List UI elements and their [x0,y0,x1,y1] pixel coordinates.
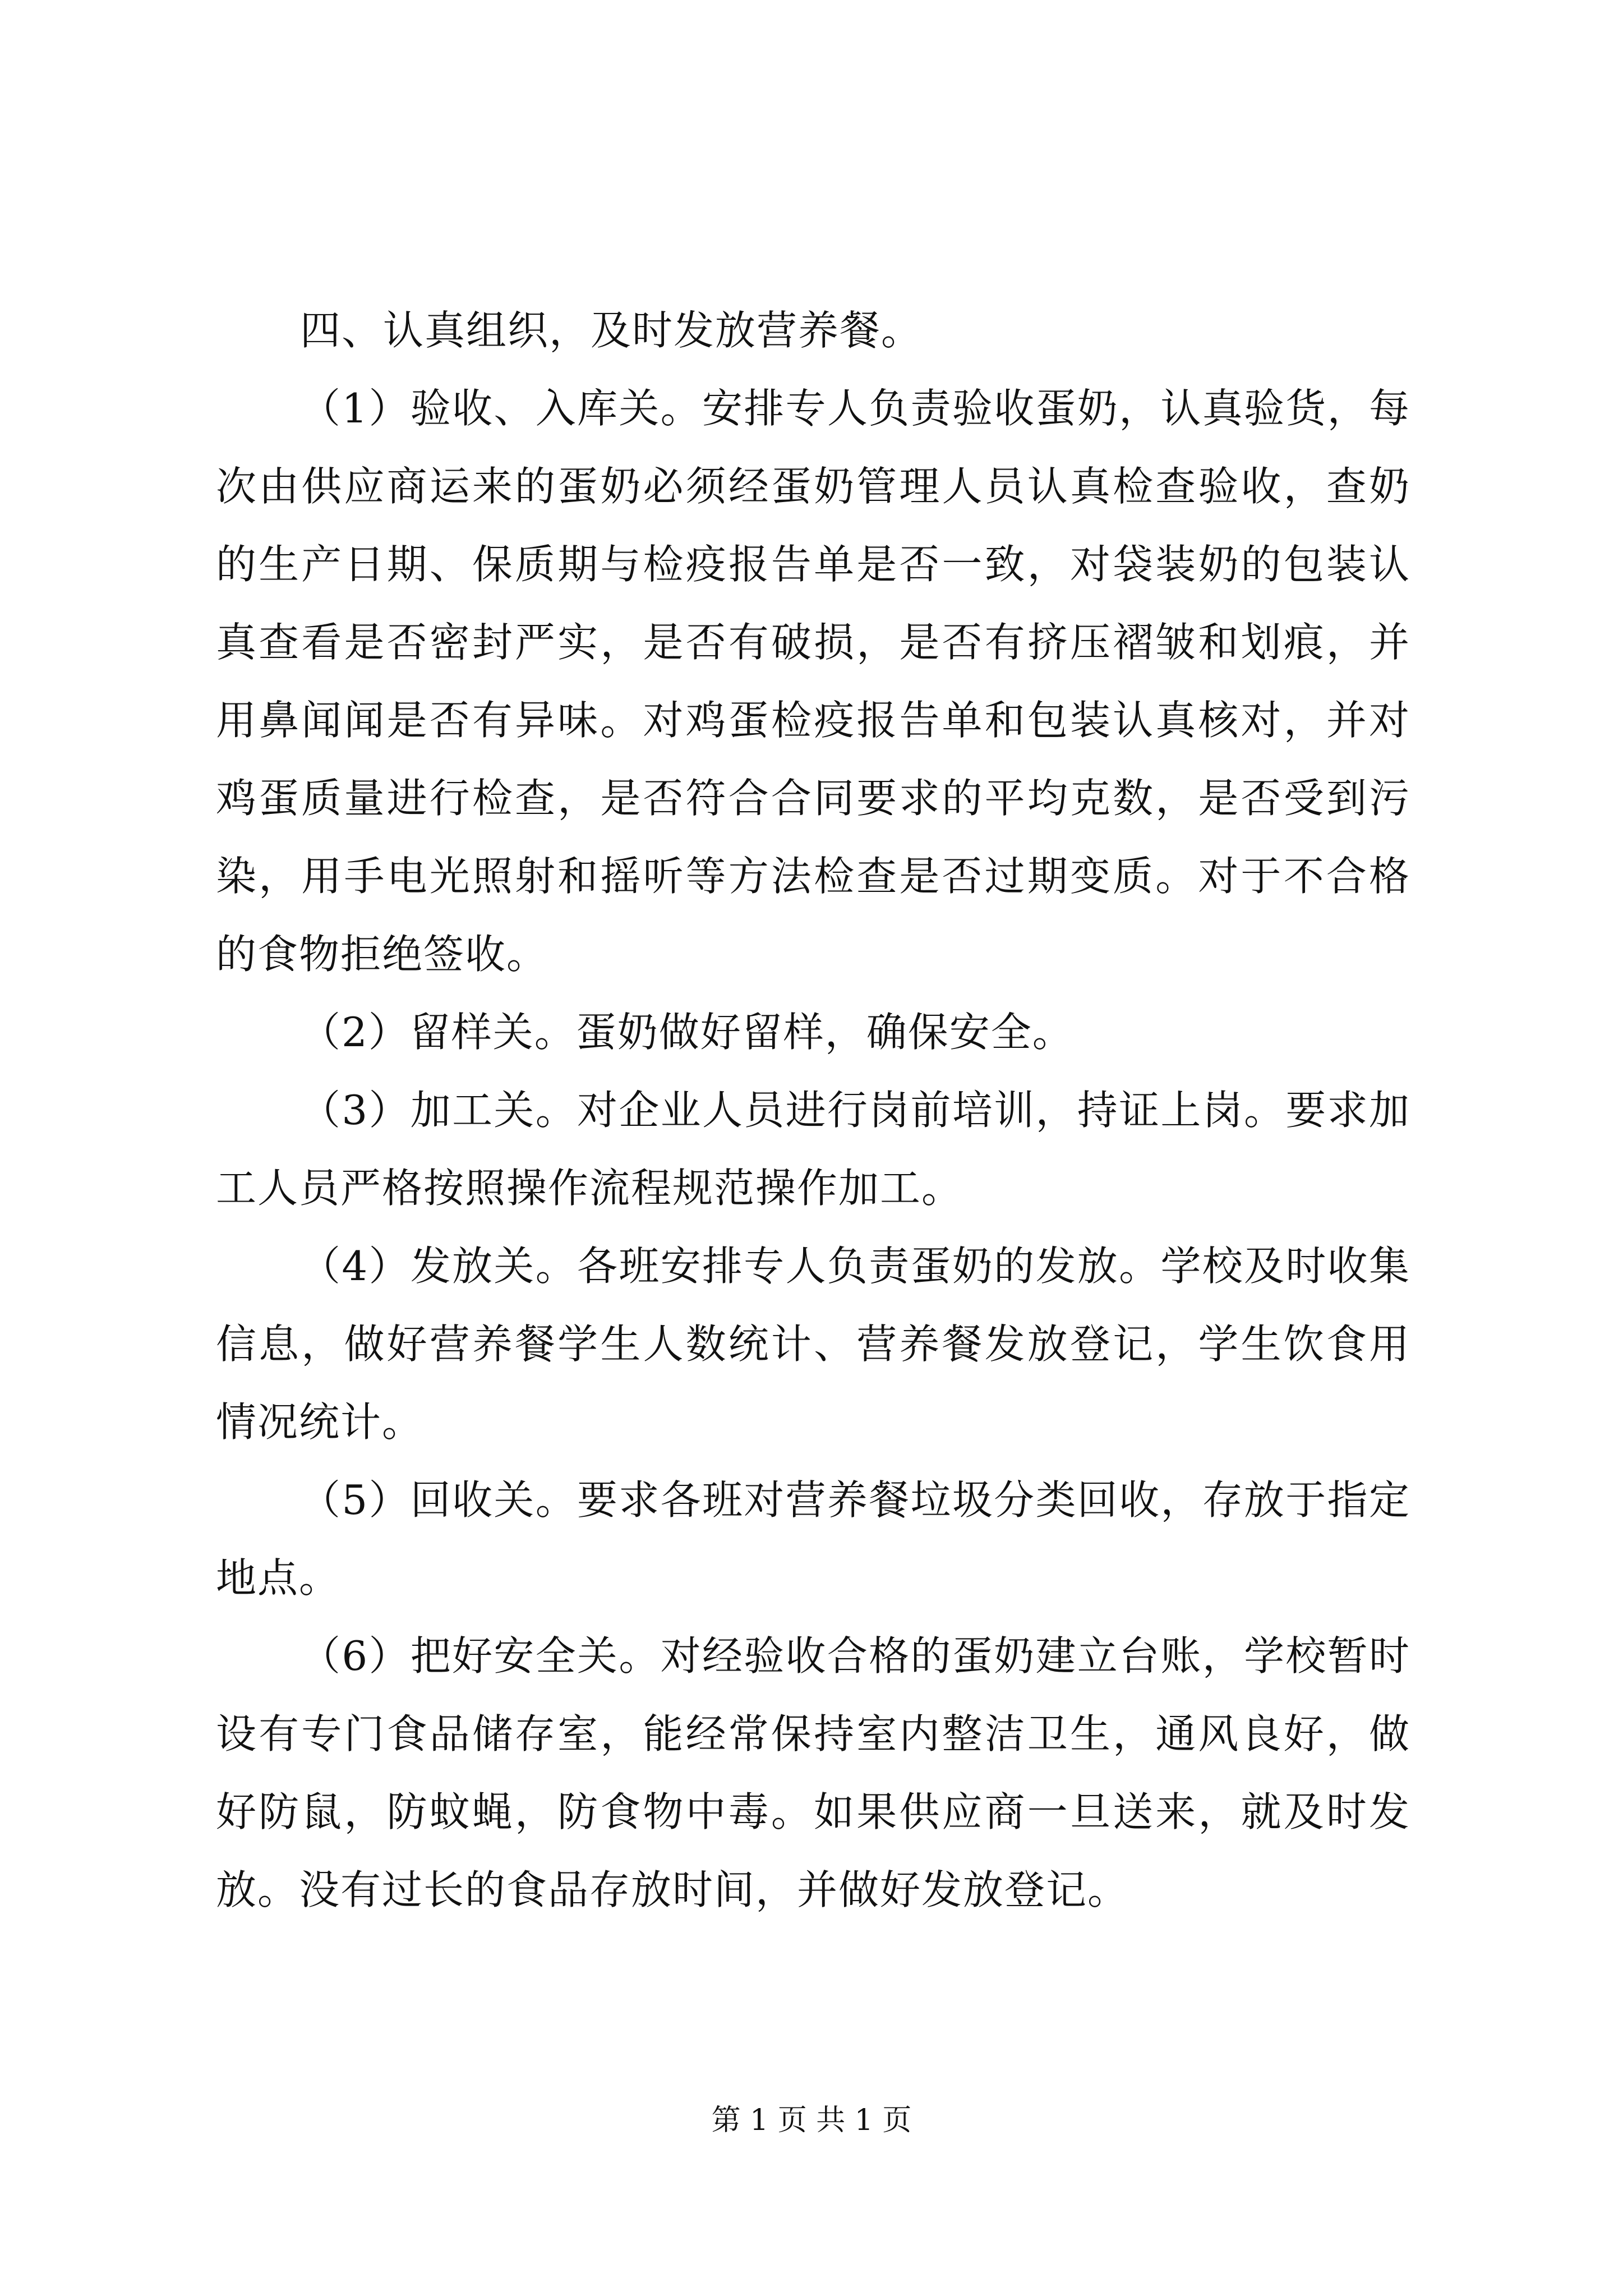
document-body [216,292,1410,1929]
paragraph-recycling: （5）回收关。要求各班对营养餐垃圾分类回收，存放于指定地点。 [216,1476,1410,1602]
paragraph-acceptance: （1）验收、入库关。安排专人负责验收蛋奶，认真验货，每次由供应商运来的蛋奶必须经蛋奶管理人员认真检查验收，查奶的生产日期、保质期与检疫报告单是否一致，对袋装奶的包装认真查看是否密封严实，是否有破损，是否有挤压褶皱和划痕，并用鼻闻闻是否有异味。对鸡蛋检疫报告单和包装认真核对，并对鸡蛋质量进行检查，是否符合合同要求的平均克数，是否受到污染，用手电光照射和摇听等方法检查是否过期变质。对于不合格的食物拒绝签收。 [216,385,1410,978]
section-heading: 四、认真组织，及时发放营养餐。 [300,307,923,354]
paragraph-processing: （3）加工关。对企业人员进行岗前培训，持证上岗。要求加工人员严格按照操作流程规范操作加工。 [216,1087,1410,1212]
page-footer: 第 1 页 共 1 页 [711,2104,912,2137]
paragraph-distribution: （4）发放关。各班安排专人负责蛋奶的发放。学校及时收集信息，做好营养餐学生人数统计、营养餐发放登记，学生饮食用情况统计。 [216,1243,1410,1446]
paragraph-safety: （6）把好安全关。对经验收合格的蛋奶建立台账，学校暂时设有专门食品储存室，能经常保持室内整洁卫生，通风良好，做好防鼠，防蚊蝇，防食物中毒。如果供应商一旦送来，就及时发放。没有过长的食品存放时间，并做好发放登记。 [216,1632,1410,1913]
paragraph-sample-retention: （2）留样关。蛋奶做好留样，确保安全。 [300,1009,1074,1056]
